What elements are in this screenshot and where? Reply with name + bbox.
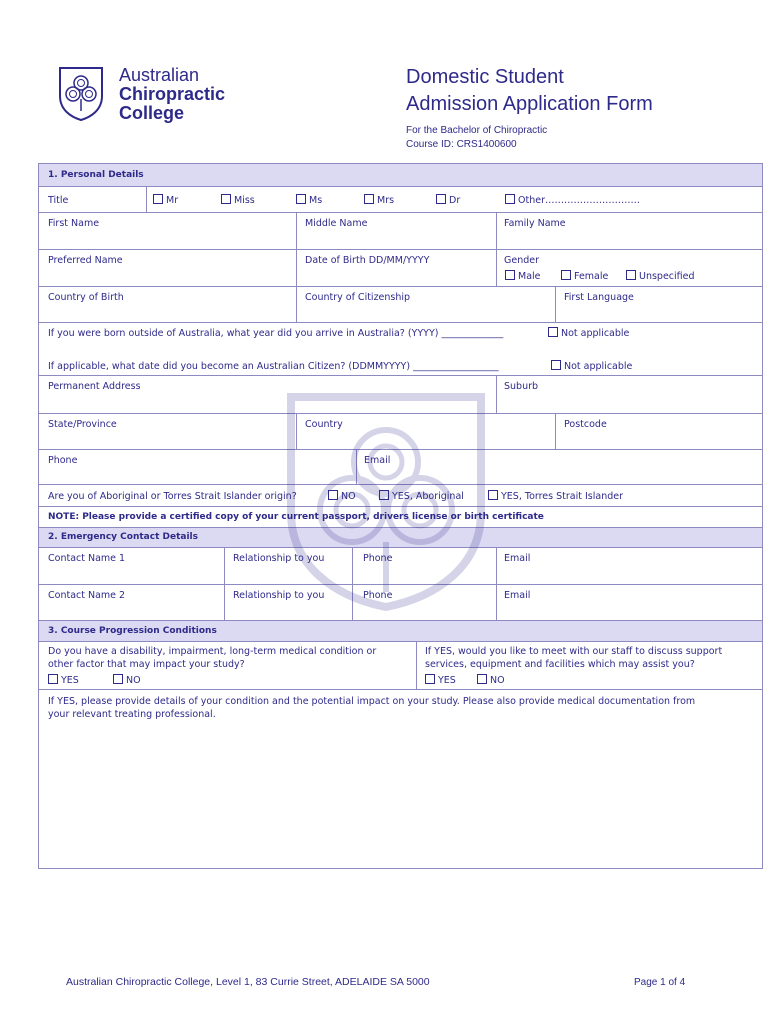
relationship-2-field[interactable]: Relationship to you: [233, 590, 325, 601]
support-question-line-2: services, equipment and facilities which may assist you?: [425, 659, 695, 670]
id-document-note: NOTE: Please provide a certified copy of your current passport, drivers license or birth certificate: [48, 512, 544, 522]
college-name: [119, 66, 225, 123]
arrival-year-question[interactable]: If you were born outside of Australia, what year did you arrive in Australia? (YYYY) _____________: [48, 328, 504, 339]
contact-name-1-field[interactable]: Contact Name 1: [48, 553, 126, 564]
title-mr-label: Mr: [166, 195, 179, 206]
section-1-heading: 1. Personal Details: [48, 170, 144, 180]
email-field[interactable]: Email: [364, 455, 391, 466]
yes-torres-label: YES, Torres Strait Islander: [501, 491, 624, 502]
checkbox-female[interactable]: [561, 270, 571, 280]
logo-line-3: College: [119, 103, 185, 123]
form-title-line-2: Admission Application Form: [406, 93, 653, 115]
checkbox-citizenship-na[interactable]: [551, 360, 561, 370]
title-option-other[interactable]: [505, 194, 640, 207]
aboriginal-question: Are you of Aboriginal or Torres Strait Islander origin?: [48, 491, 297, 502]
checkbox-disability-no[interactable]: [113, 674, 123, 684]
section-3-heading: 3. Course Progression Conditions: [48, 626, 217, 636]
form-title-line-1: Domestic Student: [406, 66, 564, 88]
title-ms-label: Ms: [309, 195, 323, 206]
contact-phone-2-field[interactable]: Phone: [363, 590, 393, 601]
disability-option-yes[interactable]: [48, 674, 79, 687]
course-id: Course ID: CRS1400600: [406, 139, 517, 150]
condition-details-line-1: If YES, please provide details of your condition and the potential impact on your study. Please also provide medical documentation from: [48, 696, 696, 707]
title-other-label: Other…………………………: [518, 195, 640, 206]
footer-address: Australian Chiropractic College, Level 1, 83 Currie Street, ADELAIDE SA 5000: [66, 976, 430, 988]
gender-female-label: Female: [574, 271, 609, 282]
title-option-mrs[interactable]: [364, 194, 394, 207]
title-mrs-label: Mrs: [377, 195, 395, 206]
middle-name-field[interactable]: Middle Name: [305, 218, 368, 229]
permanent-address-field[interactable]: Permanent Address: [48, 381, 141, 392]
arrival-na-label: Not applicable: [561, 328, 630, 339]
support-option-yes[interactable]: [425, 674, 456, 687]
college-logo: [58, 66, 258, 126]
support-option-no[interactable]: [477, 674, 505, 687]
checkbox-aboriginal-no[interactable]: [328, 490, 338, 500]
title-option-ms[interactable]: [296, 194, 322, 207]
checkbox-support-yes[interactable]: [425, 674, 435, 684]
condition-details-field[interactable]: [48, 695, 748, 721]
aboriginal-option-yes-aboriginal[interactable]: [379, 490, 464, 503]
citizenship-na-label: Not applicable: [564, 361, 633, 372]
arrival-not-applicable[interactable]: [548, 327, 629, 340]
checkbox-male[interactable]: [505, 270, 515, 280]
section-2-heading: 2. Emergency Contact Details: [48, 532, 198, 542]
checkbox-mr[interactable]: [153, 194, 163, 204]
checkbox-unspecified[interactable]: [626, 270, 636, 280]
checkbox-support-no[interactable]: [477, 674, 487, 684]
gender-option-male[interactable]: [505, 270, 541, 283]
citizenship-not-applicable[interactable]: [551, 360, 632, 373]
form-subtitle: [406, 124, 547, 152]
logo-line-1: Australian: [119, 65, 200, 85]
gender-option-unspecified[interactable]: [626, 270, 695, 283]
title-option-dr[interactable]: [436, 194, 460, 207]
aboriginal-no-label: NO: [341, 491, 356, 502]
first-name-field[interactable]: First Name: [48, 218, 100, 229]
first-language-field[interactable]: First Language: [564, 292, 634, 303]
checkbox-mrs[interactable]: [364, 194, 374, 204]
preferred-name-field[interactable]: Preferred Name: [48, 255, 123, 266]
disability-no-label: NO: [126, 675, 141, 686]
checkbox-other[interactable]: [505, 194, 515, 204]
support-question: [425, 645, 722, 671]
checkbox-arrival-na[interactable]: [548, 327, 558, 337]
state-province-field[interactable]: State/Province: [48, 419, 117, 430]
family-name-field[interactable]: Family Name: [504, 218, 566, 229]
aboriginal-option-yes-torres[interactable]: [488, 490, 623, 503]
support-yes-label: YES: [438, 675, 456, 686]
checkbox-disability-yes[interactable]: [48, 674, 58, 684]
title-option-mr[interactable]: [153, 194, 178, 207]
gender-label: Gender: [504, 255, 540, 266]
gender-male-label: Male: [518, 271, 541, 282]
program-name: For the Bachelor of Chiropractic: [406, 125, 548, 136]
disability-question-line-2: other factor that may impact your study?: [48, 659, 245, 670]
application-form: [38, 163, 763, 869]
relationship-1-field[interactable]: Relationship to you: [233, 553, 325, 564]
support-no-label: NO: [490, 675, 505, 686]
disability-option-no[interactable]: [113, 674, 141, 687]
contact-name-2-field[interactable]: Contact Name 2: [48, 590, 126, 601]
checkbox-yes-aboriginal[interactable]: [379, 490, 389, 500]
country-field[interactable]: Country: [305, 419, 343, 430]
title-option-miss[interactable]: [221, 194, 255, 207]
section-1-band: [39, 164, 762, 186]
shield-logo-icon: [58, 66, 104, 122]
contact-email-1-field[interactable]: Email: [504, 553, 531, 564]
disability-question: [48, 645, 376, 671]
postcode-field[interactable]: Postcode: [564, 419, 607, 430]
disability-question-line-1: Do you have a disability, impairment, long-term medical condition or: [48, 646, 377, 657]
title-dr-label: Dr: [449, 195, 461, 206]
condition-details-line-2: your relevant treating professional.: [48, 709, 216, 720]
form-title: [406, 64, 653, 118]
title-label: Title: [48, 195, 69, 206]
contact-email-2-field[interactable]: Email: [504, 590, 531, 601]
gender-option-female[interactable]: [561, 270, 608, 283]
aboriginal-option-no[interactable]: [328, 490, 356, 503]
checkbox-ms[interactable]: [296, 194, 306, 204]
support-question-line-1: If YES, would you like to meet with our staff to discuss support: [425, 646, 723, 657]
country-of-birth-field[interactable]: Country of Birth: [48, 292, 124, 303]
page-number: Page 1 of 4: [634, 977, 686, 988]
checkbox-dr[interactable]: [436, 194, 446, 204]
citizenship-date-question[interactable]: If applicable, what date did you become an Australian Citizen? (DDMMYYYY) __________________: [48, 361, 499, 372]
checkbox-miss[interactable]: [221, 194, 231, 204]
yes-aboriginal-label: YES, Aboriginal: [392, 491, 464, 502]
phone-field[interactable]: Phone: [48, 455, 78, 466]
checkbox-yes-torres[interactable]: [488, 490, 498, 500]
logo-line-2: Chiropractic: [119, 84, 226, 104]
disability-yes-label: YES: [61, 675, 79, 686]
date-of-birth-field[interactable]: Date of Birth DD/MM/YYYY: [305, 255, 430, 266]
title-miss-label: Miss: [234, 195, 255, 206]
contact-phone-1-field[interactable]: Phone: [363, 553, 393, 564]
gender-unspecified-label: Unspecified: [639, 271, 695, 282]
suburb-field[interactable]: Suburb: [504, 381, 539, 392]
country-of-citizenship-field[interactable]: Country of Citizenship: [305, 292, 411, 303]
